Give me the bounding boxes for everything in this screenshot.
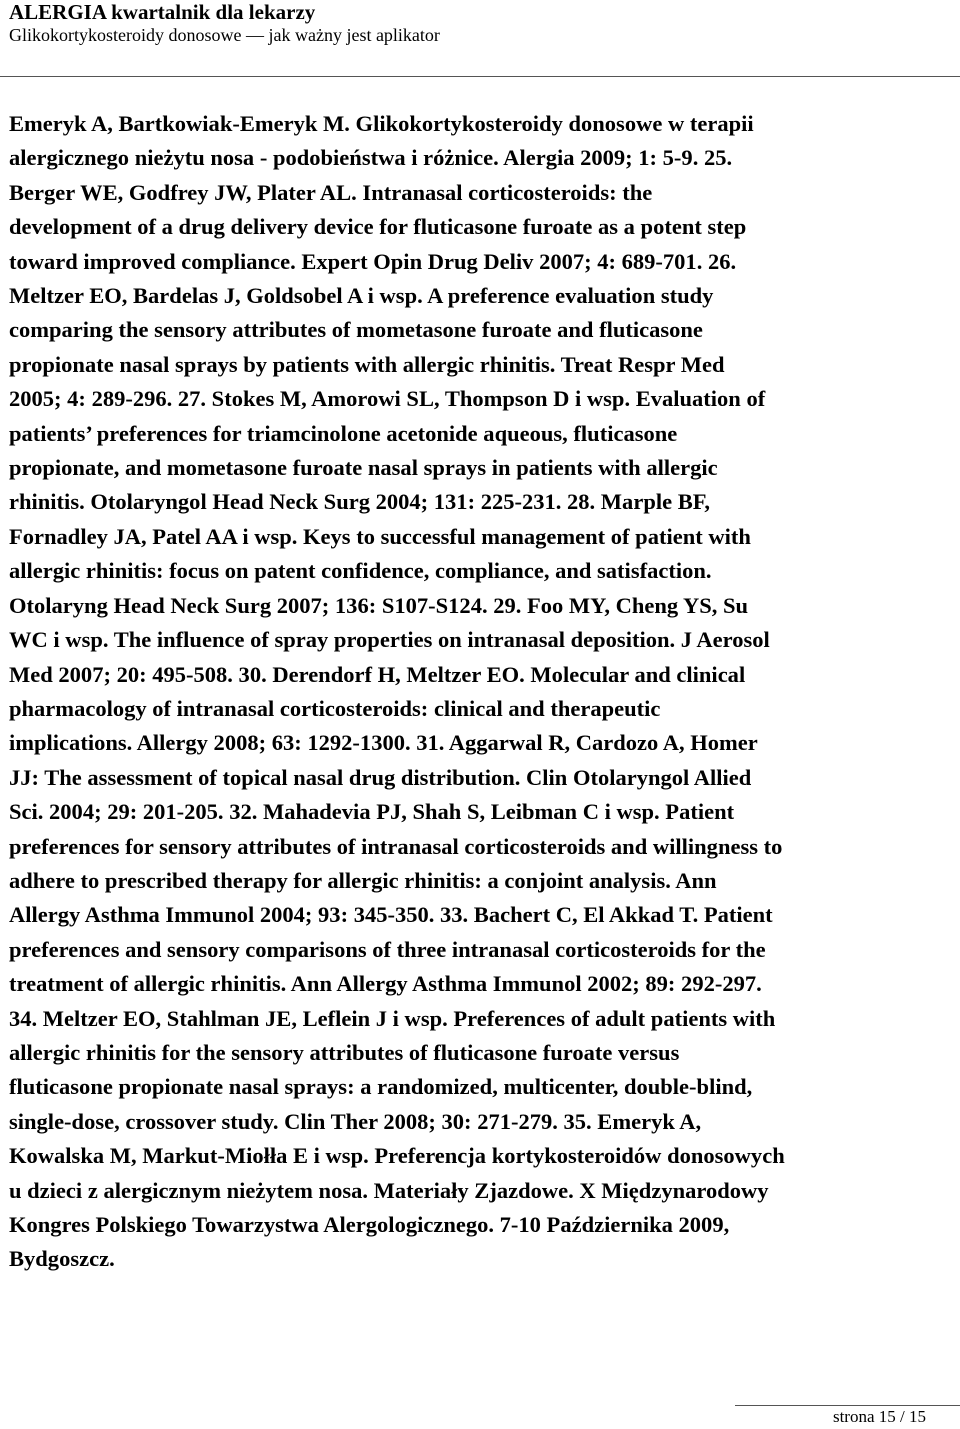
reference-line: WC i wsp. The influence of spray properties on intranasal deposition. J Aerosol — [9, 627, 770, 653]
reference-line: preferences for sensory attributes of intranasal corticosteroids and willingness to — [9, 833, 783, 859]
reference-line: Med 2007; 20: 495-508. 30. Derendorf H, Meltzer EO. Molecular and clinical — [9, 661, 746, 687]
reference-line: Berger WE, Godfrey JW, Plater AL. Intranasal corticosteroids: the — [9, 179, 653, 205]
reference-line: patients’ preferences for triamcinolone acetonide aqueous, fluticasone — [9, 420, 678, 446]
reference-line: Bydgoszcz. — [9, 1246, 115, 1272]
reference-line: 2005; 4: 289-296. 27. Stokes M, Amorowi SL, Thompson D i wsp. Evaluation of — [9, 386, 766, 412]
reference-line: propionate nasal sprays by patients with allergic rhinitis. Treat Respr Med — [9, 351, 725, 377]
reference-line: JJ: The assessment of topical nasal drug distribution. Clin Otolaryngol Allied — [9, 764, 752, 790]
reference-line: Meltzer EO, Bardelas J, Goldsobel A i wsp. A preference evaluation study — [9, 283, 714, 309]
reference-line: Fornadley JA, Patel AA i wsp. Keys to successful management of patient with — [9, 523, 751, 549]
reference-line: Kongres Polskiego Towarzystwa Alergologicznego. 7-10 Października 2009, — [9, 1212, 730, 1237]
reference-line: implications. Allergy 2008; 63: 1292-1300. 31. Aggarwal R, Cardozo A, Homer — [9, 730, 758, 756]
reference-line: preferences and sensory comparisons of three intranasal corticosteroids for the — [9, 936, 766, 962]
reference-line: development of a drug delivery device for fluticasone furoate as a potent step — [9, 214, 747, 240]
reference-line: allergic rhinitis for the sensory attributes of fluticasone furoate versus — [9, 1039, 680, 1065]
reference-line: allergic rhinitis: focus on patent confidence, compliance, and satisfaction. — [9, 558, 712, 584]
reference-line: single-dose, crossover study. Clin Ther 2008; 30: 271-279. 35. Emeryk A, — [9, 1108, 702, 1134]
page-number: strona 15 / 15 — [832, 1407, 926, 1426]
article-title: Glikokortykosteroidy donosowe — jak ważny jest aplikator — [9, 25, 440, 45]
header-divider — [0, 76, 960, 77]
reference-line: pharmacology of intranasal corticosteroids: clinical and therapeutic — [9, 695, 661, 721]
reference-line: Emeryk A, Bartkowiak-Emeryk M. Glikokortykosteroidy donosowe w terapii — [9, 111, 754, 136]
reference-line: adhere to prescribed therapy for allergic rhinitis: a conjoint analysis. Ann — [9, 867, 717, 893]
reference-line: Otolaryng Head Neck Surg 2007; 136: S107-S124. 29. Foo MY, Cheng YS, Su — [9, 592, 749, 618]
reference-line: Sci. 2004; 29: 201-205. 32. Mahadevia PJ, Shah S, Leibman C i wsp. Patient — [9, 799, 735, 825]
reference-line: treatment of allergic rhinitis. Ann Allergy Asthma Immunol 2002; 89: 292-297. — [9, 971, 762, 997]
reference-line: u dzieci z alergicznym nieżytem nosa. Materiały Zjazdowe. X Międzynarodowy — [9, 1177, 769, 1203]
reference-line: toward improved compliance. Expert Opin Drug Deliv 2007; 4: 689-701. 26. — [9, 248, 737, 274]
reference-line: alergicznego nieżytu nosa - podobieństwa i różnice. Alergia 2009; 1: 5-9. 25. — [9, 145, 733, 171]
reference-line: comparing the sensory attributes of mometasone furoate and fluticasone — [9, 317, 703, 343]
references-text — [9, 107, 960, 1277]
footer-divider — [735, 1405, 960, 1406]
reference-line: propionate, and mometasone furoate nasal sprays in patients with allergic — [9, 455, 718, 481]
journal-title: ALERGIA kwartalnik dla lekarzy — [9, 0, 316, 24]
reference-line: Kowalska M, Markut-Miołła E i wsp. Preferencja kortykosteroidów donosowych — [9, 1143, 785, 1169]
reference-line: Allergy Asthma Immunol 2004; 93: 345-350. 33. Bachert C, El Akkad T. Patient — [9, 902, 773, 928]
reference-line: 34. Meltzer EO, Stahlman JE, Leflein J i wsp. Preferences of adult patients with — [9, 1005, 776, 1031]
reference-line: rhinitis. Otolaryngol Head Neck Surg 2004; 131: 225-231. 28. Marple BF, — [9, 489, 711, 515]
page-header — [9, 0, 949, 46]
reference-line: fluticasone propionate nasal sprays: a randomized, multicenter, double-blind, — [9, 1074, 753, 1100]
